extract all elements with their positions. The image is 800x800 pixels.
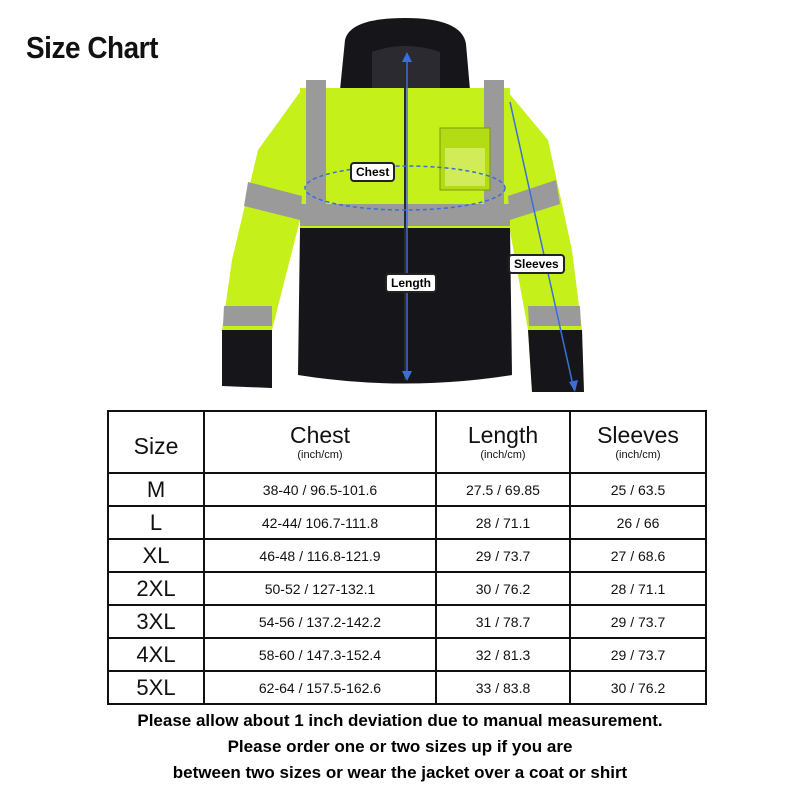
chest-cell: 42-44/ 106.7-111.8 xyxy=(204,506,436,539)
table-row xyxy=(108,671,706,704)
sleeves-cell: 26 / 66 xyxy=(570,506,706,539)
table-row xyxy=(108,539,706,572)
length-cell: 33 / 83.8 xyxy=(436,671,570,704)
size-cell: 2XL xyxy=(108,572,204,605)
page-title: Size Chart xyxy=(26,30,158,65)
note-between-sizes: between two sizes or wear the jacket over a coat or shirt xyxy=(172,763,628,782)
length-cell: 32 / 81.3 xyxy=(436,638,570,671)
chest-cell: 50-52 / 127-132.1 xyxy=(204,572,436,605)
chest-label: Chest xyxy=(350,162,395,182)
size-chart-table xyxy=(107,410,707,705)
sleeves-cell: 30 / 76.2 xyxy=(570,671,706,704)
reflective-cuff-right xyxy=(528,306,581,326)
reflective-cuff-left xyxy=(223,306,272,326)
table-row xyxy=(108,638,706,671)
sleeves-cell: 27 / 68.6 xyxy=(570,539,706,572)
size-cell: XL xyxy=(108,539,204,572)
length-cell: 30 / 76.2 xyxy=(436,572,570,605)
length-cell: 28 / 71.1 xyxy=(436,506,570,539)
table-row xyxy=(108,605,706,638)
size-cell: 5XL xyxy=(108,671,204,704)
length-cell: 27.5 / 69.85 xyxy=(436,473,570,506)
sleeves-cell: 29 / 73.7 xyxy=(570,638,706,671)
table-row xyxy=(108,473,706,506)
length-label: Length xyxy=(385,273,437,293)
note-deviation: Please allow about 1 inch deviation due to manual measurement. xyxy=(137,711,663,730)
sleeves-label: Sleeves xyxy=(508,254,565,274)
size-cell: M xyxy=(108,473,204,506)
header-size: Size xyxy=(108,411,204,473)
note-order-up: Please order one or two sizes up if you are xyxy=(227,737,573,756)
table-header-row xyxy=(108,411,706,473)
chest-cell: 54-56 / 137.2-142.2 xyxy=(204,605,436,638)
id-window xyxy=(445,148,485,186)
sleeves-cell: 25 / 63.5 xyxy=(570,473,706,506)
length-cell: 31 / 78.7 xyxy=(436,605,570,638)
chest-cell: 38-40 / 96.5-101.6 xyxy=(204,473,436,506)
header-sleeves: Sleeves (inch/cm) xyxy=(570,411,706,473)
sleeves-cell: 28 / 71.1 xyxy=(570,572,706,605)
chest-cell: 62-64 / 157.5-162.6 xyxy=(204,671,436,704)
header-length: Length (inch/cm) xyxy=(436,411,570,473)
reflective-shoulder-left xyxy=(306,80,326,210)
length-cell: 29 / 73.7 xyxy=(436,539,570,572)
left-sleeve-cuff xyxy=(222,330,272,388)
header-chest: Chest (inch/cm) xyxy=(204,411,436,473)
chest-cell: 46-48 / 116.8-121.9 xyxy=(204,539,436,572)
table-row xyxy=(108,572,706,605)
size-cell: L xyxy=(108,506,204,539)
sleeves-cell: 29 / 73.7 xyxy=(570,605,706,638)
size-cell: 3XL xyxy=(108,605,204,638)
chest-cell: 58-60 / 147.3-152.4 xyxy=(204,638,436,671)
table-row xyxy=(108,506,706,539)
size-cell: 4XL xyxy=(108,638,204,671)
